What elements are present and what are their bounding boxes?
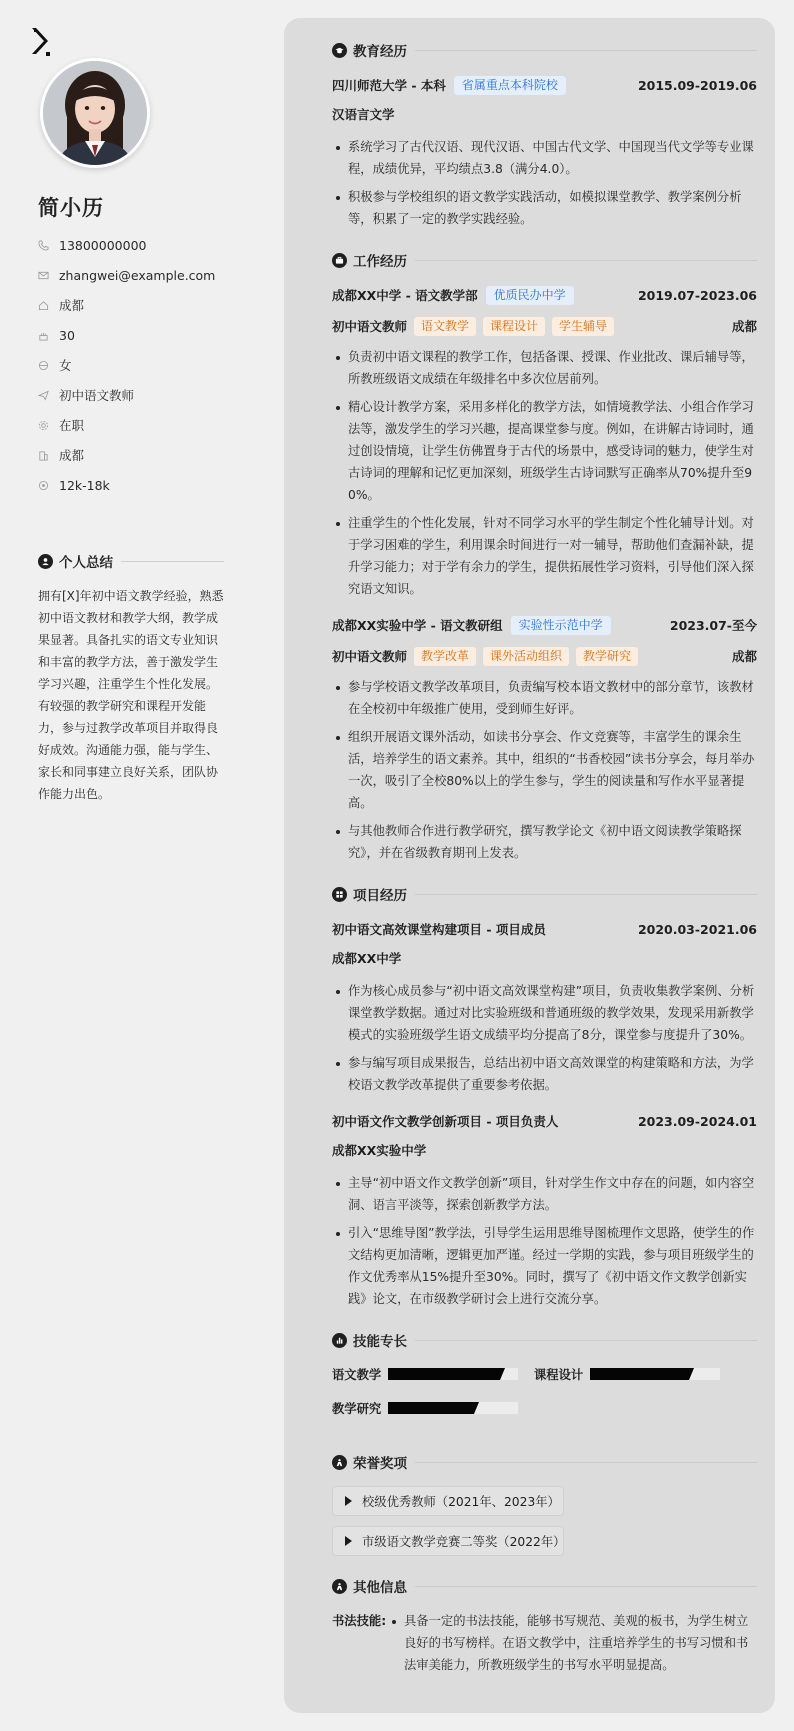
list-item: 具备一定的书法技能，能够书写规范、美观的板书，为学生树立良好的书写榜样。在语文教学中，注重培养学生的书写习惯和书法审美能力，所教班级学生的书写水平明显提高。 bbox=[388, 1610, 757, 1676]
grid-icon bbox=[332, 887, 347, 902]
list-item: 与其他教师合作进行教学研究，撰写教学论文《初中语文阅读教学策略探究》，并在省级教育期刊上发表。 bbox=[332, 820, 757, 864]
role-name: 初中语文教师 bbox=[332, 649, 408, 664]
contact-info-list bbox=[38, 230, 215, 500]
company-name: 成都XX实验中学 - 语文教研组 bbox=[332, 618, 503, 633]
work-bullets bbox=[332, 346, 757, 600]
main-panel bbox=[284, 18, 775, 1713]
summary-text: 拥有[X]年初中语文教学经验，熟悉初中语文教材和教学大纲，教学成果显著。具备扎实的语文专业知识和丰富的教学方法，善于激发学生学习兴趣，注重学生个性化发展。有较强的教学研究和课程开发能力，参与过教学改革项目并取得良好成效。沟通能力强，能与学生、家长和同事建立良好关系，团队协作能力出色。 bbox=[38, 589, 224, 801]
play-icon bbox=[345, 1496, 352, 1506]
education-entry bbox=[332, 74, 757, 230]
user-icon bbox=[38, 554, 53, 569]
project-entry bbox=[332, 1110, 757, 1310]
list-item: 系统学习了古代汉语、现代汉语、中国古代文学、中国现当代文学等专业课程，成绩优异，平均绩点3.8（满分4.0）。 bbox=[332, 136, 757, 180]
other-row bbox=[332, 1610, 757, 1688]
skill-bar bbox=[388, 1402, 518, 1414]
award-item bbox=[332, 1486, 564, 1516]
age-icon bbox=[38, 330, 49, 341]
phone-text: 13800000000 bbox=[59, 237, 147, 253]
gender-text: 女 bbox=[59, 358, 72, 373]
project-name: 初中语文高效课堂构建项目 - 项目成员 bbox=[332, 922, 546, 937]
trophy-icon bbox=[332, 1455, 347, 1470]
education-title: 教育经历 bbox=[353, 44, 407, 60]
info-gender bbox=[38, 350, 215, 380]
info-location bbox=[38, 290, 215, 320]
summary-title: 个人总结 bbox=[59, 555, 113, 571]
project-row bbox=[332, 1110, 757, 1132]
building-icon bbox=[38, 450, 49, 461]
info-phone bbox=[38, 230, 215, 260]
skill-tag: 教学研究 bbox=[576, 647, 638, 666]
summary-heading bbox=[38, 551, 224, 571]
list-item: 注重学生的个性化发展，针对不同学习水平的学生制定个性化辅导计划。对于学习困难的学生，利用课余时间进行一对一辅导，帮助他们查漏补缺，提升学习能力；对于学有余力的学生，提供拓展性学习资料，引导他们深入探究语文知识。 bbox=[332, 512, 757, 600]
skill-item bbox=[332, 1364, 534, 1384]
briefcase-icon bbox=[332, 253, 347, 268]
project-entry bbox=[332, 918, 757, 1096]
company-tag: 实验性示范中学 bbox=[511, 616, 611, 635]
person-icon bbox=[332, 1579, 347, 1594]
work-heading bbox=[332, 250, 757, 270]
list-item: 主导“初中语文作文教学创新”项目，针对学生作文中存在的问题，如内容空洞、语言平淡等，探索创新教学方法。 bbox=[332, 1172, 757, 1216]
major-name: 汉语言文学 bbox=[332, 107, 395, 122]
send-icon bbox=[38, 390, 49, 401]
work-city: 成都 bbox=[731, 649, 757, 664]
salary-text: 12k-18k bbox=[59, 477, 110, 493]
work-role-row bbox=[332, 315, 757, 337]
play-icon bbox=[345, 1536, 352, 1546]
projects-title: 项目经历 bbox=[353, 888, 407, 904]
city-text: 成都 bbox=[59, 448, 85, 463]
gender-icon bbox=[38, 360, 49, 371]
project-bullets bbox=[332, 1172, 757, 1310]
work-entry bbox=[332, 614, 757, 864]
skill-item bbox=[332, 1398, 534, 1418]
divider bbox=[415, 50, 757, 51]
education-section bbox=[332, 40, 757, 230]
skill-tag: 课外活动组织 bbox=[483, 647, 569, 666]
education-heading bbox=[332, 40, 757, 60]
skill-tag: 课程设计 bbox=[483, 317, 545, 336]
work-section bbox=[332, 250, 757, 864]
work-date: 2019.07-2023.06 bbox=[637, 287, 757, 303]
divider bbox=[415, 260, 757, 261]
status-text: 在职 bbox=[59, 418, 85, 433]
work-entry bbox=[332, 284, 757, 600]
candidate-name: 简小历 bbox=[38, 196, 104, 220]
project-org: 成都XX实验中学 bbox=[332, 1143, 427, 1158]
work-role-row bbox=[332, 645, 757, 667]
skills-title: 技能专长 bbox=[353, 1334, 407, 1350]
list-item: 负责初中语文课程的教学工作，包括备课、授课、作业批改、课后辅导等，所教班级语文成绩在年级排名中多次位居前列。 bbox=[332, 346, 757, 390]
location-text: 成都 bbox=[59, 298, 85, 313]
divider bbox=[415, 1462, 757, 1463]
skill-bar bbox=[590, 1368, 720, 1380]
company-tag: 优质民办中学 bbox=[486, 286, 574, 305]
work-title: 工作经历 bbox=[353, 254, 407, 270]
sidebar bbox=[0, 0, 284, 1731]
age-text: 30 bbox=[59, 327, 75, 343]
bar-chart-icon bbox=[332, 1333, 347, 1348]
skill-name: 课程设计 bbox=[534, 1368, 584, 1382]
projects-section bbox=[332, 884, 757, 1310]
graduation-cap-icon bbox=[332, 43, 347, 58]
skill-tag: 学生辅导 bbox=[552, 317, 614, 336]
home-icon bbox=[38, 300, 49, 311]
project-date: 2020.03-2021.06 bbox=[637, 921, 757, 937]
skills-list bbox=[332, 1364, 757, 1432]
avatar bbox=[40, 58, 150, 168]
awards-heading bbox=[332, 1452, 757, 1472]
awards-section bbox=[332, 1452, 757, 1556]
list-item: 参与编写项目成果报告，总结出初中语文高效课堂的构建策略和方法，为学校语文教学改革提供了重要参考依据。 bbox=[332, 1052, 757, 1096]
other-label: 书法技能: bbox=[332, 1614, 387, 1628]
project-row bbox=[332, 918, 757, 940]
skill-level-fill bbox=[388, 1368, 505, 1380]
info-city bbox=[38, 440, 215, 470]
divider bbox=[415, 1586, 757, 1587]
skill-tag: 教学改革 bbox=[414, 647, 476, 666]
mail-icon bbox=[38, 270, 49, 281]
work-company-group bbox=[332, 616, 611, 635]
list-item: 积极参与学校组织的语文教学实践活动，如模拟课堂教学、教学案例分析等，积累了一定的教学实践经验。 bbox=[332, 186, 757, 230]
other-bullets bbox=[388, 1610, 757, 1682]
education-bullets bbox=[332, 136, 757, 230]
project-bullets bbox=[332, 980, 757, 1096]
company-name: 成都XX中学 - 语文教学部 bbox=[332, 288, 478, 303]
project-date: 2023.09-2024.01 bbox=[637, 1113, 757, 1129]
list-item: 参与学校语文教学改革项目，负责编写校本语文教材中的部分章节，该教材在全校初中年级推广使用，受到师生好评。 bbox=[332, 676, 757, 720]
work-date: 2023.07-至今 bbox=[669, 618, 757, 633]
info-age bbox=[38, 320, 215, 350]
role-name: 初中语文教师 bbox=[332, 319, 408, 334]
skill-tag: 语文教学 bbox=[414, 317, 476, 336]
other-section bbox=[332, 1576, 757, 1688]
skill-name: 教学研究 bbox=[332, 1402, 382, 1416]
list-item: 组织开展语文课外活动，如读书分享会、作文竞赛等，丰富学生的课余生活，培养学生的语文素养。其中，组织的“书香校园”读书分享会，每月举办一次，吸引了全校80%以上的学生参与，学生的阅读量和写作水平显著提高。 bbox=[332, 726, 757, 814]
award-text: 校级优秀教师（2021年、2023年） bbox=[362, 1495, 560, 1509]
education-row bbox=[332, 74, 757, 96]
phone-icon bbox=[38, 240, 49, 251]
skill-name: 语文教学 bbox=[332, 1368, 382, 1382]
work-bullets bbox=[332, 676, 757, 864]
education-date: 2015.09-2019.06 bbox=[637, 77, 757, 93]
award-text: 市级语文教学竞赛二等奖（2022年） bbox=[362, 1535, 566, 1549]
awards-title: 荣誉奖项 bbox=[353, 1456, 407, 1472]
work-row bbox=[332, 284, 757, 306]
other-title: 其他信息 bbox=[353, 1580, 407, 1596]
skills-section bbox=[332, 1330, 757, 1432]
info-email bbox=[38, 260, 215, 290]
work-role-group bbox=[332, 647, 638, 666]
work-city: 成都 bbox=[731, 319, 757, 334]
list-item: 引入“思维导图”教学法，引导学生运用思维导图梳理作文思路，使学生的作文结构更加清晰，逻辑更加严谨。经过一学期的实践，参与项目班级学生的作文优秀率从15%提升至30%。同时，撰写了《初中语文作文教学创新实践》论文，在市级教学研讨会上进行交流分享。 bbox=[332, 1222, 757, 1310]
email-text: zhangwei@example.com bbox=[59, 267, 216, 283]
skill-level-fill bbox=[388, 1402, 479, 1414]
skills-heading bbox=[332, 1330, 757, 1350]
award-item bbox=[332, 1526, 564, 1556]
work-company-group bbox=[332, 286, 574, 305]
work-role-group bbox=[332, 317, 614, 336]
skill-bar bbox=[388, 1368, 518, 1380]
divider bbox=[121, 561, 224, 562]
salary-icon bbox=[38, 480, 49, 491]
project-name: 初中语文作文教学创新项目 - 项目负责人 bbox=[332, 1114, 559, 1129]
school-name: 四川师范大学 - 本科 bbox=[332, 78, 446, 93]
info-job bbox=[38, 380, 215, 410]
skill-level-fill bbox=[590, 1368, 694, 1380]
other-heading bbox=[332, 1576, 757, 1596]
project-org: 成都XX中学 bbox=[332, 951, 402, 966]
status-icon bbox=[38, 420, 49, 431]
chevron-logo-icon bbox=[32, 28, 52, 58]
list-item: 精心设计教学方案，采用多样化的教学方法，如情境教学法、小组合作学习法等，激发学生的学习兴趣，提高课堂参与度。例如，在讲解古诗词时，通过创设情境，让学生仿佛置身于古代的场景中，感受诗词的魅力，使学生对古诗词的理解和记忆更加深刻，班级学生古诗词默写正确率从70%提升至90%。 bbox=[332, 396, 757, 506]
divider bbox=[415, 894, 757, 895]
education-school-group bbox=[332, 76, 566, 95]
list-item: 作为核心成员参与“初中语文高效课堂构建”项目，负责收集教学案例、分析课堂教学数据。通过对比实验班级和普通班级的教学效果，发现采用新教学模式的实验班级学生语文成绩平均分提高了8分，课堂参与度提升了30%。 bbox=[332, 980, 757, 1046]
job-text: 初中语文教师 bbox=[59, 388, 135, 403]
info-salary bbox=[38, 470, 215, 500]
divider bbox=[415, 1340, 757, 1341]
info-status bbox=[38, 410, 215, 440]
school-tag: 省属重点本科院校 bbox=[454, 76, 566, 95]
work-row bbox=[332, 614, 757, 636]
skill-item bbox=[534, 1364, 736, 1384]
projects-heading bbox=[332, 884, 757, 904]
